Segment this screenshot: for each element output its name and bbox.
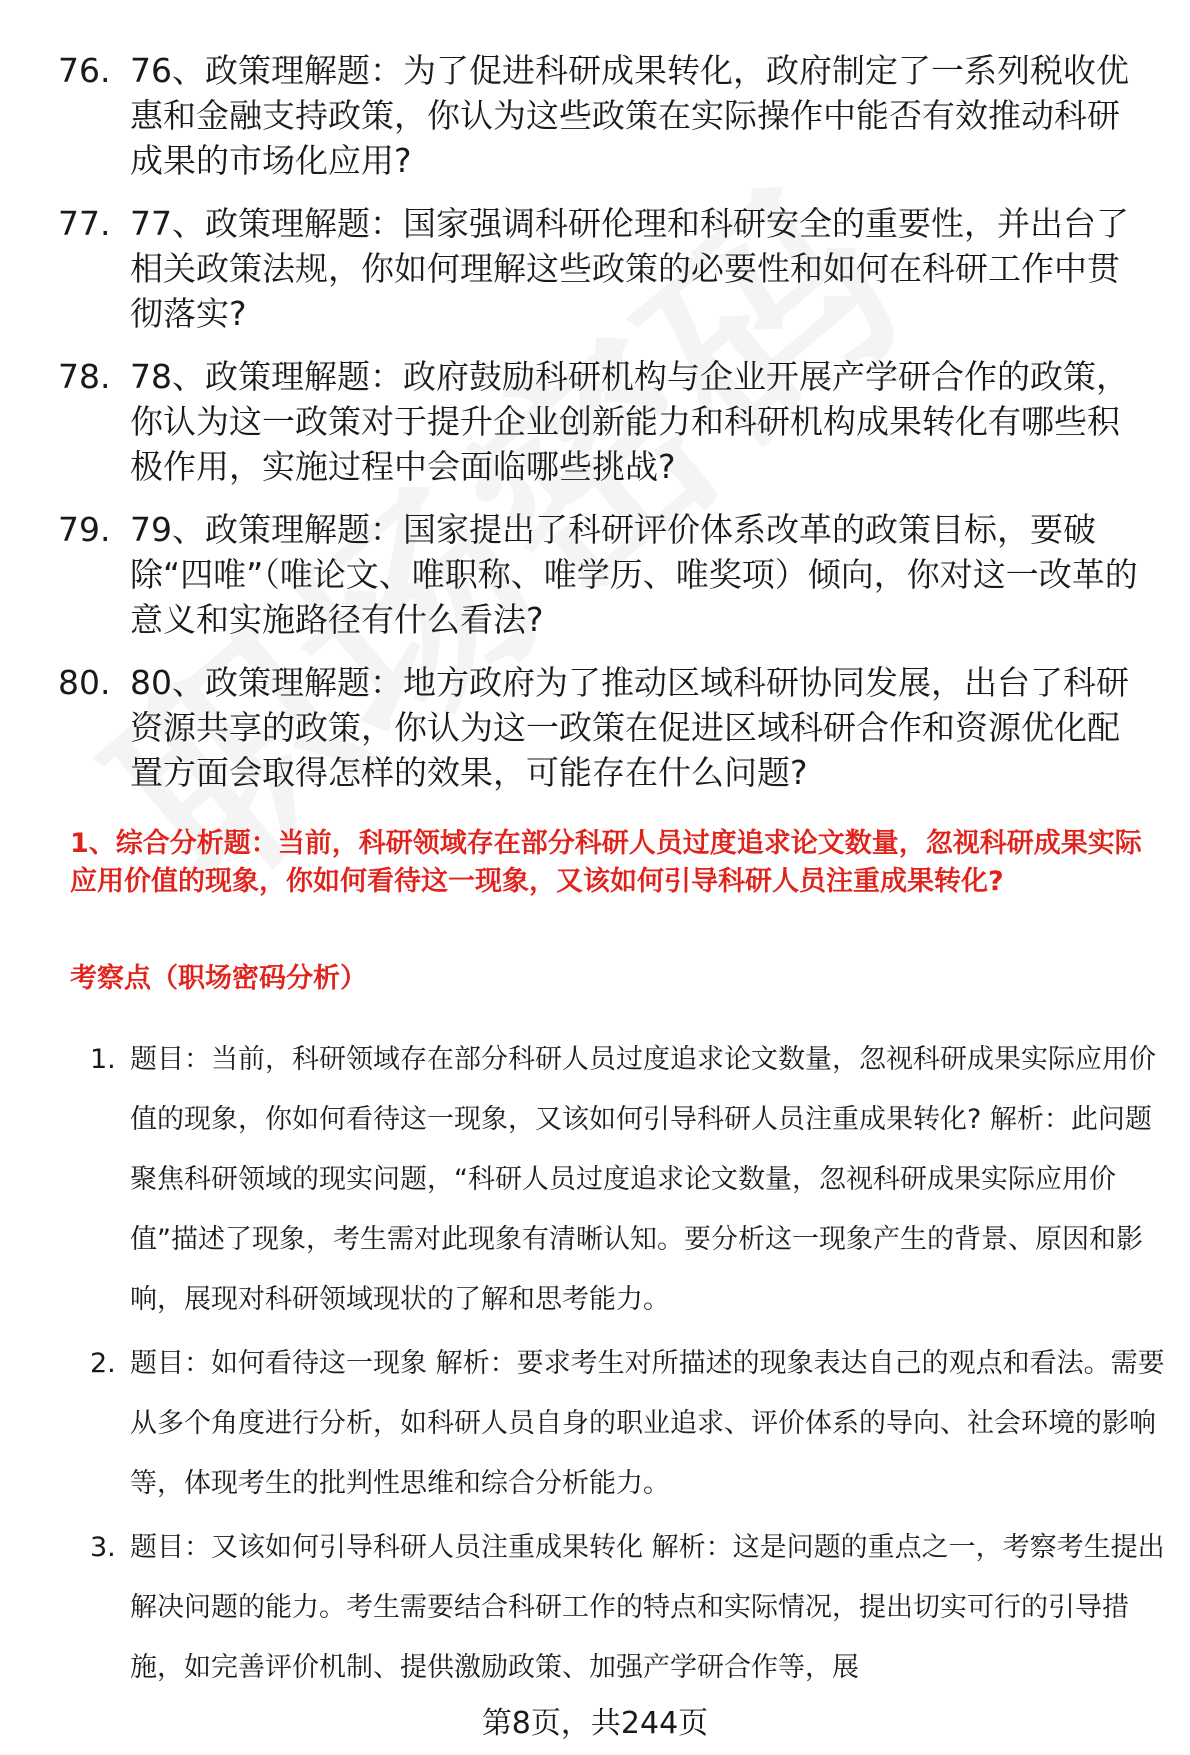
analysis-text: 题目：当前，科研领域存在部分科研人员过度追求论文数量，忽视科研成果实际应用价值的现象，你如何看待这一现象，又该如何引导科研人员注重成果转化? 解析：此问题聚焦科研领域的现实问题，“科研人员过度追求论文数量，忽视科研成果实际应用价值”描述了现象，考生需对此现象有清晰认知。要分析这一现象产生的背景、原因和影响，展现对科研领域现状的了解和思考能力。: [130, 1044, 1156, 1315]
question-item: [58, 354, 1158, 489]
question-text: 77、政策理解题：国家强调科研伦理和科研安全的重要性，并出台了相关政策法规，你如何理解这些政策的必要性和如何在科研工作中贯彻落实?: [130, 204, 1129, 333]
analysis-number: 1.: [90, 1044, 116, 1075]
question-item: [58, 660, 1158, 795]
section-subtitle: 考察点（职场密码分析）: [70, 963, 367, 994]
analysis-text: 题目：又该如何引导科研人员注重成果转化 解析：这是问题的重点之一，考察考生提出解决问题的能力。考生需要结合科研工作的特点和实际情况，提出切实可行的引导措施，如完善评价机制、提供激励政策、加强产学研合作等，展: [130, 1532, 1165, 1683]
section-title: 1、综合分析题：当前，科研领域存在部分科研人员过度追求论文数量，忽视科研成果实际应用价值的现象，你如何看待这一现象，又该如何引导科研人员注重成果转化?: [70, 828, 1142, 897]
question-text: 76、政策理解题：为了促进科研成果转化，政府制定了一系列税收优惠和金融支持政策，你认为这些政策在实际操作中能否有效推动科研成果的市场化应用?: [130, 51, 1129, 180]
analysis-item: [90, 1334, 1170, 1514]
analysis-list: [90, 1030, 1170, 1702]
question-item: [58, 507, 1158, 642]
analysis-item: [90, 1030, 1170, 1330]
analysis-number: 2.: [90, 1348, 116, 1379]
question-list: [58, 48, 1158, 813]
analysis-item: [90, 1518, 1170, 1698]
question-text: 80、政策理解题：地方政府为了推动区域科研协同发展，出台了科研资源共享的政策，你认为这一政策在促进区域科研合作和资源优化配置方面会取得怎样的效果，可能存在什么问题?: [130, 663, 1129, 792]
analysis-text: 题目：如何看待这一现象 解析：要求考生对所描述的现象表达自己的观点和看法。需要从多个角度进行分析，如科研人员自身的职业追求、评价体系的导向、社会环境的影响等，体现考生的批判性思维和综合分析能力。: [130, 1348, 1165, 1499]
question-number: 76.: [58, 51, 111, 90]
analysis-number: 3.: [90, 1532, 116, 1563]
question-item: [58, 201, 1158, 336]
page-footer: 第8页，共244页: [481, 1706, 709, 1741]
question-text: 79、政策理解题：国家提出了科研评价体系改革的政策目标，要破除“四唯”（唯论文、唯职称、唯学历、唯奖项）倾向，你对这一改革的意义和实施路径有什么看法?: [130, 510, 1138, 639]
question-number: 77.: [58, 204, 111, 243]
question-number: 79.: [58, 510, 111, 549]
question-text: 78、政策理解题：政府鼓励科研机构与企业开展产学研合作的政策，你认为这一政策对于提升企业创新能力和科研机构成果转化有哪些积极作用，实施过程中会面临哪些挑战?: [130, 357, 1129, 486]
question-number: 78.: [58, 357, 111, 396]
question-item: [58, 48, 1158, 183]
question-number: 80.: [58, 663, 111, 702]
